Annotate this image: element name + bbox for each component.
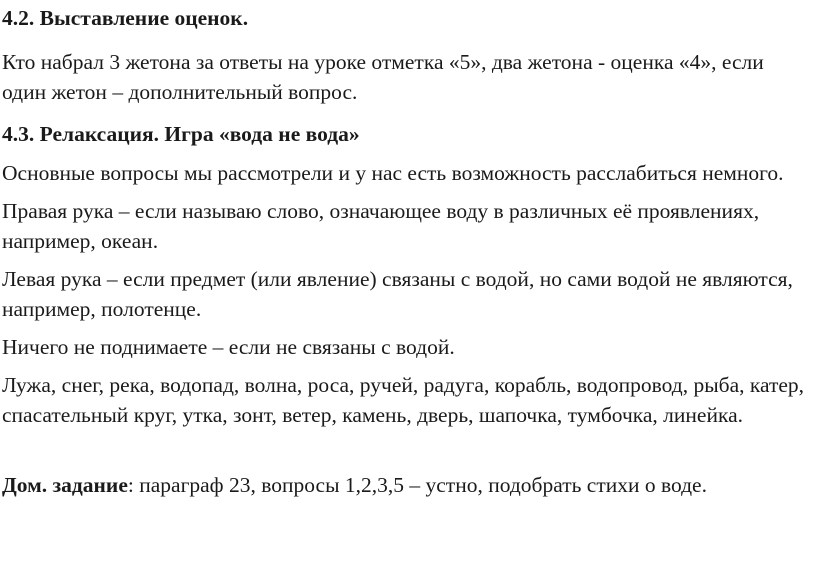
heading-grading: 4.2. Выставление оценок.: [2, 6, 249, 30]
document-page: [2, 0, 812, 500]
paragraph-right-hand: Правая рука – если называю слово, означающее воду в различных её проявлениях, например, океан.: [2, 199, 760, 253]
homework-line: [2, 470, 812, 500]
heading-relaxation: 4.3. Релаксация. Игра «вода не вода»: [2, 122, 360, 146]
homework-text: : параграф 23, вопросы 1,2,3,5 – устно, подобрать стихи о воде.: [127, 473, 707, 497]
paragraph-no-hand: Ничего не поднимаете – если не связаны с водой.: [2, 335, 455, 359]
paragraph-intro: Основные вопросы мы рассмотрели и у нас есть возможность расслабиться немного.: [2, 161, 784, 185]
paragraph-left-hand: Левая рука – если предмет (или явление) связаны с водой, но сами водой не являются, например, полотенце.: [2, 267, 793, 321]
paragraph-word-list: Лужа, снег, река, водопад, волна, роса, ручей, радуга, корабль, водопровод, рыба, катер, спасательный круг, утка, зонт, ветер, камень, дверь, шапочка, тумбочка, линейка.: [2, 373, 805, 427]
paragraph-grading: Кто набрал 3 жетона за ответы на уроке отметка «5», два жетона - оценка «4», если один жетон – дополнительный вопрос.: [2, 50, 764, 104]
spacer: [2, 438, 812, 468]
homework-label: Дом. задание: [2, 473, 128, 497]
